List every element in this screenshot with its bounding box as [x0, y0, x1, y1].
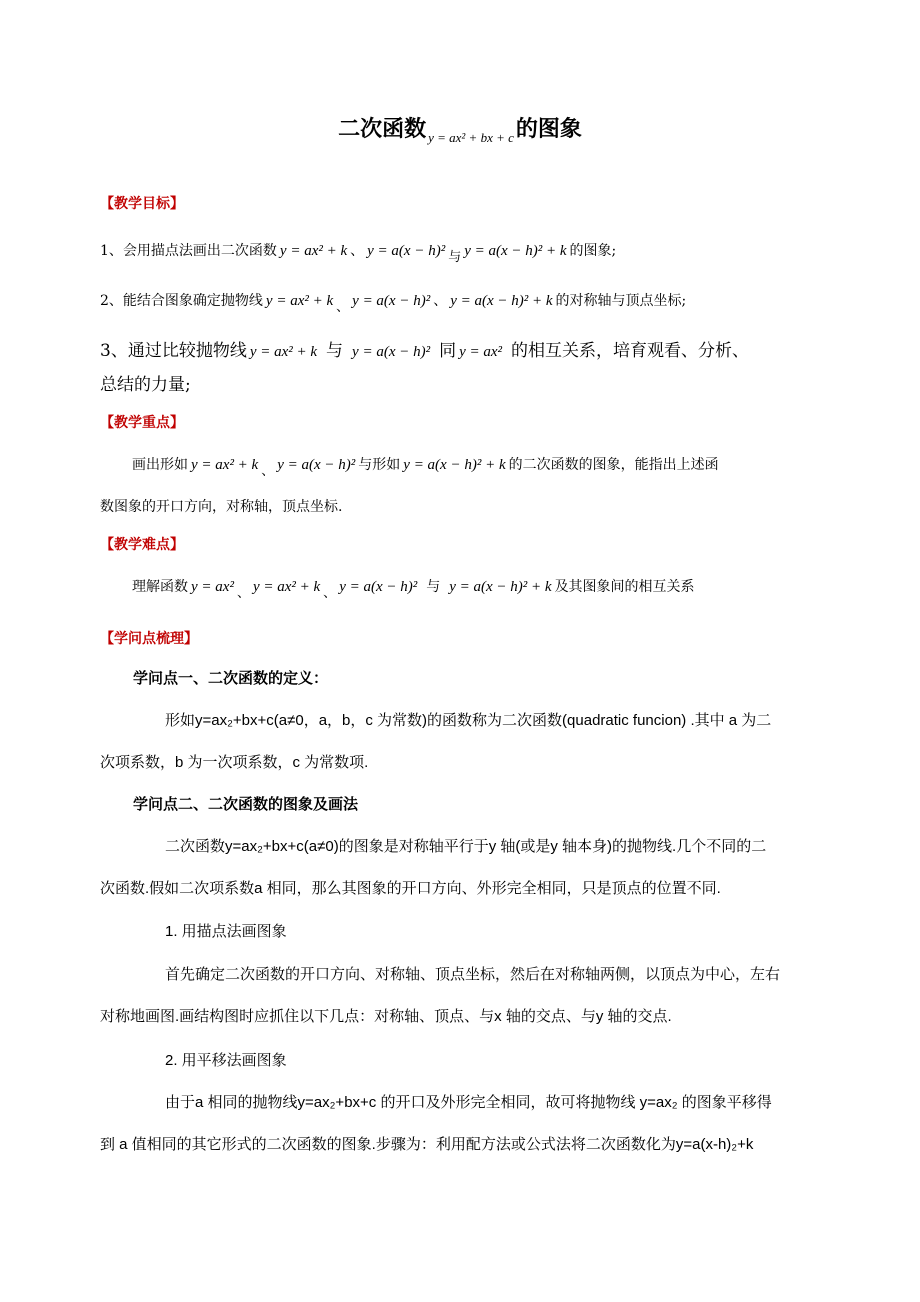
- formula: y = ax² + k: [279, 243, 348, 259]
- title-formula: y = ax² + bx + c: [428, 130, 514, 145]
- formula: y = ax² + k: [191, 457, 259, 473]
- separator: 同: [439, 341, 457, 361]
- objective-3-line2: 总结的力量;: [100, 375, 191, 395]
- difficulties-line: [132, 576, 695, 601]
- separator: 与: [448, 250, 462, 265]
- separator: 与形如: [358, 457, 401, 473]
- method-2-line1: 由于a 相同的抛物线y=ax₂+bx+c 的开口及外形完全相同，故可将抛物线 y=ax₂ 的图象平移得: [165, 1094, 772, 1111]
- page-title: [0, 112, 920, 146]
- separator: 、: [323, 586, 337, 601]
- keypoints-heading: 【教学重点】: [100, 415, 184, 431]
- knowledge-2-line2: 次函数.假如二次项系数a 相同，那么其图象的开口方向、外形完全相同，只是顶点的位置不同.: [100, 880, 721, 897]
- formula: y = a(x − h)² + k: [450, 293, 553, 309]
- knowledge-1-line2: 次项系数，b 为一次项系数，c 为常数项.: [100, 754, 369, 771]
- formula: y = ax² + k: [252, 579, 321, 595]
- method-2-title: 2. 用平移法画图象: [165, 1052, 287, 1069]
- separator: 与: [326, 341, 344, 361]
- formula: y = a(x − h)² + k: [464, 243, 567, 259]
- method-2-line2: 到 a 值相同的其它形式的二次函数的图象.步骤为：利用配方法或公式法将二次函数化为y=a(x-h)₂+k: [100, 1136, 754, 1153]
- objective-3-suffix: 的相互关系，培育观看、分析、: [511, 341, 750, 361]
- objective-1-text: 1、会用描点法画出二次函数: [100, 243, 277, 259]
- formula: y = ax²: [191, 579, 234, 595]
- separator: 、: [236, 586, 250, 601]
- keypoints-suffix: 的二次函数的图象，能指出上述函: [508, 457, 719, 473]
- keypoints-prefix: 画出形如: [132, 457, 188, 473]
- formula: y = a(x − h)² + k: [449, 579, 552, 595]
- review-heading: 【学问点梳理】: [100, 631, 198, 647]
- objective-1: [100, 240, 617, 265]
- title-prefix: 二次函数: [338, 117, 427, 142]
- difficulties-suffix: 及其图象间的相互关系: [554, 579, 695, 595]
- method-1-line2: 对称地画图.画结构图时应抓住以下几点：对称轴、顶点、与x 轴的交点、与y 轴的交点.: [100, 1008, 672, 1025]
- knowledge-1-title: 学问点一、二次函数的定义：: [133, 670, 329, 687]
- keypoints-line1: [132, 454, 719, 479]
- formula: y = a(x − h)²: [277, 457, 356, 473]
- method-1-line1: 首先确定二次函数的开口方向、对称轴、顶点坐标，然后在对称轴两侧，以顶点为中心，左右: [165, 966, 781, 983]
- knowledge-2-line1: 二次函数y=ax₂+bx+c(a≠0)的图象是对称轴平行于y 轴(或是y 轴本身)的抛物线.几个不同的二: [165, 838, 767, 855]
- separator: 、: [350, 243, 365, 259]
- method-1-title: 1. 用描点法画图象: [165, 923, 287, 940]
- difficulties-prefix: 理解函数: [132, 579, 188, 595]
- separator: 、: [336, 300, 350, 315]
- objective-3-text: 3、通过比较抛物线: [100, 341, 247, 361]
- objective-2-suffix: 的对称轴与顶点坐标;: [555, 293, 687, 309]
- difficulties-heading: 【教学难点】: [100, 537, 184, 553]
- formula: y = a(x − h)² + k: [403, 457, 506, 473]
- title-suffix: 的图象: [515, 117, 582, 142]
- separator: 、: [433, 293, 448, 309]
- formula: y = a(x − h)²: [352, 293, 431, 309]
- objective-1-suffix: 的图象;: [569, 243, 617, 259]
- objective-3: [100, 336, 749, 361]
- formula: y = a(x − h)²: [352, 344, 431, 360]
- objective-2-text: 2、能结合图象确定抛物线: [100, 293, 263, 309]
- objective-2: [100, 290, 687, 315]
- keypoints-line2: 数图象的开口方向，对称轴，顶点坐标.: [100, 499, 343, 515]
- formula: y = ax² + k: [249, 344, 318, 360]
- formula: y = a(x − h)²: [339, 579, 418, 595]
- formula: y = ax²: [459, 344, 503, 360]
- knowledge-2-title: 学问点二、二次函数的图象及画法: [133, 796, 359, 813]
- separator: 与: [426, 579, 441, 595]
- objectives-heading: 【教学目标】: [100, 196, 184, 212]
- formula: y = a(x − h)²: [367, 243, 446, 259]
- separator: 、: [261, 464, 275, 479]
- knowledge-1-line1: 形如y=ax₂+bx+c(a≠0，a，b，c 为常数)的函数称为二次函数(quadratic funcion) .其中 a 为二: [165, 712, 772, 729]
- formula: y = ax² + k: [265, 293, 334, 309]
